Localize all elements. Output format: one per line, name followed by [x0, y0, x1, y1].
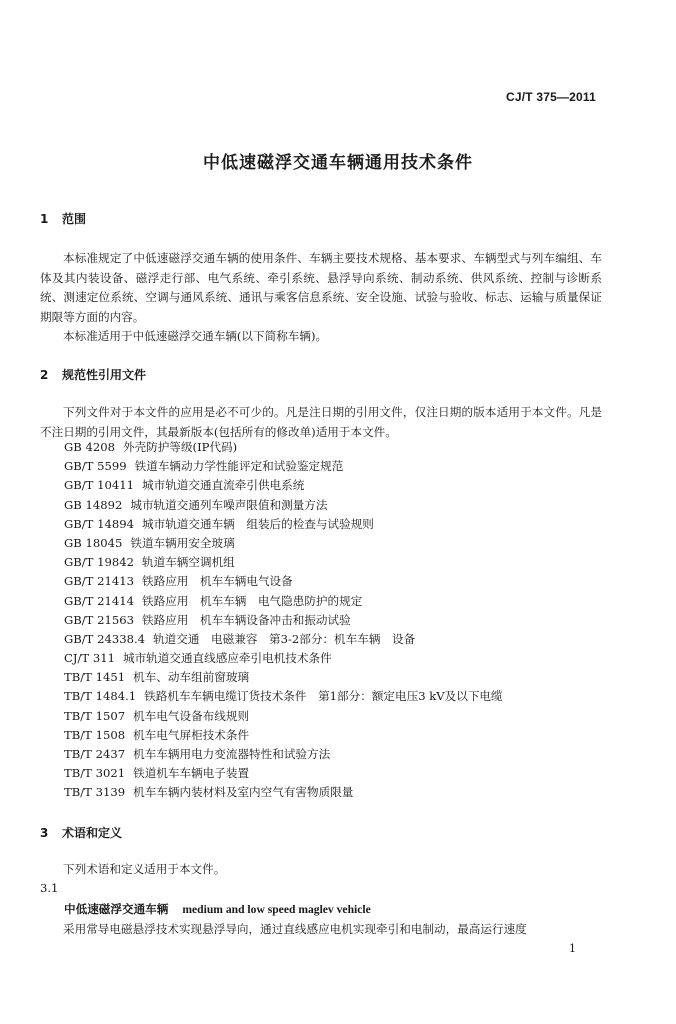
term-entry	[64, 901, 371, 917]
reference-code: TB/T 3021	[64, 766, 126, 781]
reference-item	[64, 457, 503, 476]
section-2-title: 规范性引用文件	[62, 368, 147, 382]
reference-title: 铁道车辆用安全玻璃	[130, 535, 235, 550]
reference-title: 城市轨道交通车辆 组装后的检查与试验规则	[142, 516, 374, 531]
reference-code: GB 4208	[64, 440, 115, 454]
reference-code: GB/T 19842	[64, 555, 134, 570]
reference-code: TB/T 1484.1	[64, 689, 137, 704]
document-title: 中低速磁浮交通车辆通用技术条件	[203, 153, 473, 173]
section-1-title: 范围	[62, 212, 87, 226]
reference-code: GB/T 24338.4	[64, 631, 146, 646]
standard-code: CJ/T 375—2011	[506, 90, 596, 104]
reference-title: 铁路应用 机车车辆电气设备	[142, 574, 293, 589]
reference-item	[64, 611, 503, 630]
section-1-heading	[40, 210, 86, 227]
term-english: medium and low speed maglev vehicle	[182, 903, 371, 916]
reference-title: 城市轨道交通列车噪声限值和测量方法	[130, 497, 328, 512]
section-1-paragraph-2: 本标准适用于中低速磁浮交通车辆(以下简称车辆)。	[63, 329, 328, 343]
reference-item	[64, 687, 503, 706]
reference-code: TB/T 3139	[64, 785, 126, 800]
clause-number: 3.1	[40, 881, 59, 895]
reference-title: 外壳防护等级(IP代码)	[122, 440, 238, 454]
reference-code: GB 14892	[64, 497, 123, 512]
reference-item	[64, 726, 503, 745]
reference-title: 城市轨道交通直线感应牵引电机技术条件	[122, 651, 332, 666]
reference-item	[64, 764, 503, 783]
reference-item	[64, 668, 503, 687]
reference-title: 铁路机车车辆电缆订货技术条件 第1部分：额定电压3 kV及以下电缆	[144, 689, 503, 704]
reference-item	[64, 515, 503, 534]
reference-item	[64, 745, 503, 764]
term-chinese: 中低速磁浮交通车辆	[64, 902, 169, 916]
reference-code: GB/T 10411	[64, 478, 134, 493]
page-number: 1	[569, 942, 576, 955]
reference-title: 机车车辆内装材料及室内空气有害物质限量	[133, 785, 354, 800]
section-3-intro: 下列术语和定义适用于本文件。	[63, 862, 226, 876]
reference-title: 机车电气屏柜技术条件	[133, 727, 250, 742]
section-2-intro: 下列文件对于本文件的应用是必不可少的。凡是注日期的引用文件，仅注日期的版本适用于本文件。凡是不注日期的引用文件，其最新版本(包括所有的修改单)适用于本文件。	[40, 405, 602, 439]
reference-code: GB/T 5599	[64, 459, 127, 474]
reference-item	[64, 649, 503, 668]
reference-title: 轨道交通 电磁兼容 第3-2部分：机车车辆 设备	[153, 631, 416, 646]
reference-item	[64, 438, 503, 457]
term-definition: 采用常导电磁悬浮技术实现悬浮导向，通过直线感应电机实现牵引和电制动，最高运行速度	[63, 922, 527, 936]
reference-item	[64, 496, 503, 515]
reference-code: GB 18045	[64, 535, 123, 550]
reference-code: TB/T 1507	[64, 708, 126, 723]
reference-code: TB/T 1508	[64, 727, 126, 742]
reference-item	[64, 476, 503, 495]
section-3-heading	[40, 824, 122, 841]
reference-code: GB/T 21413	[64, 574, 134, 589]
reference-title: 城市轨道交通直流牵引供电系统	[142, 478, 305, 493]
reference-title: 铁道机车车辆电子装置	[133, 766, 250, 781]
section-3-title: 术语和定义	[62, 826, 123, 840]
section-1-paragraph-1: 本标准规定了中低速磁浮交通车辆的使用条件、车辆主要技术规格、基本要求、车辆型式与列车编组、车体及其内装设备、磁浮走行部、电气系统、牵引系统、悬浮导向系统、制动系统、供风系统、控制与诊断系统、测速定位系统、空调与通风系统、通讯与乘客信息系统、安全设施、试验与验收、标志、运输与质量保证期限等方面的内容。	[40, 251, 602, 324]
reference-code: GB/T 21563	[64, 612, 134, 627]
reference-item	[64, 592, 503, 611]
normative-reference-list	[64, 438, 503, 803]
reference-title: 铁道车辆动力学性能评定和试验鉴定规范	[134, 459, 344, 474]
reference-item	[64, 783, 503, 802]
reference-code: GB/T 14894	[64, 516, 134, 531]
reference-title: 铁路应用 机车车辆设备冲击和振动试验	[142, 612, 351, 627]
reference-item	[64, 707, 503, 726]
section-2-number: 2	[40, 368, 49, 382]
reference-title: 轨道车辆空调机组	[142, 555, 235, 570]
section-1-number: 1	[40, 212, 49, 226]
reference-code: TB/T 2437	[64, 747, 126, 761]
reference-item	[64, 553, 503, 572]
reference-title: 铁路应用 机车车辆 电气隐患防护的规定	[142, 593, 363, 608]
reference-item	[64, 630, 503, 649]
reference-title: 机车、动车组前窗玻璃	[133, 670, 250, 685]
reference-item	[64, 572, 503, 591]
reference-item	[64, 534, 503, 553]
reference-code: GB/T 21414	[64, 593, 134, 608]
reference-title: 机车车辆用电力变流器特性和试验方法	[133, 747, 331, 761]
section-3-number: 3	[40, 826, 49, 840]
reference-code: CJ/T 311	[64, 651, 115, 666]
reference-title: 机车电气设备布线规则	[133, 708, 250, 723]
reference-code: TB/T 1451	[64, 670, 126, 685]
section-2-heading	[40, 366, 146, 383]
